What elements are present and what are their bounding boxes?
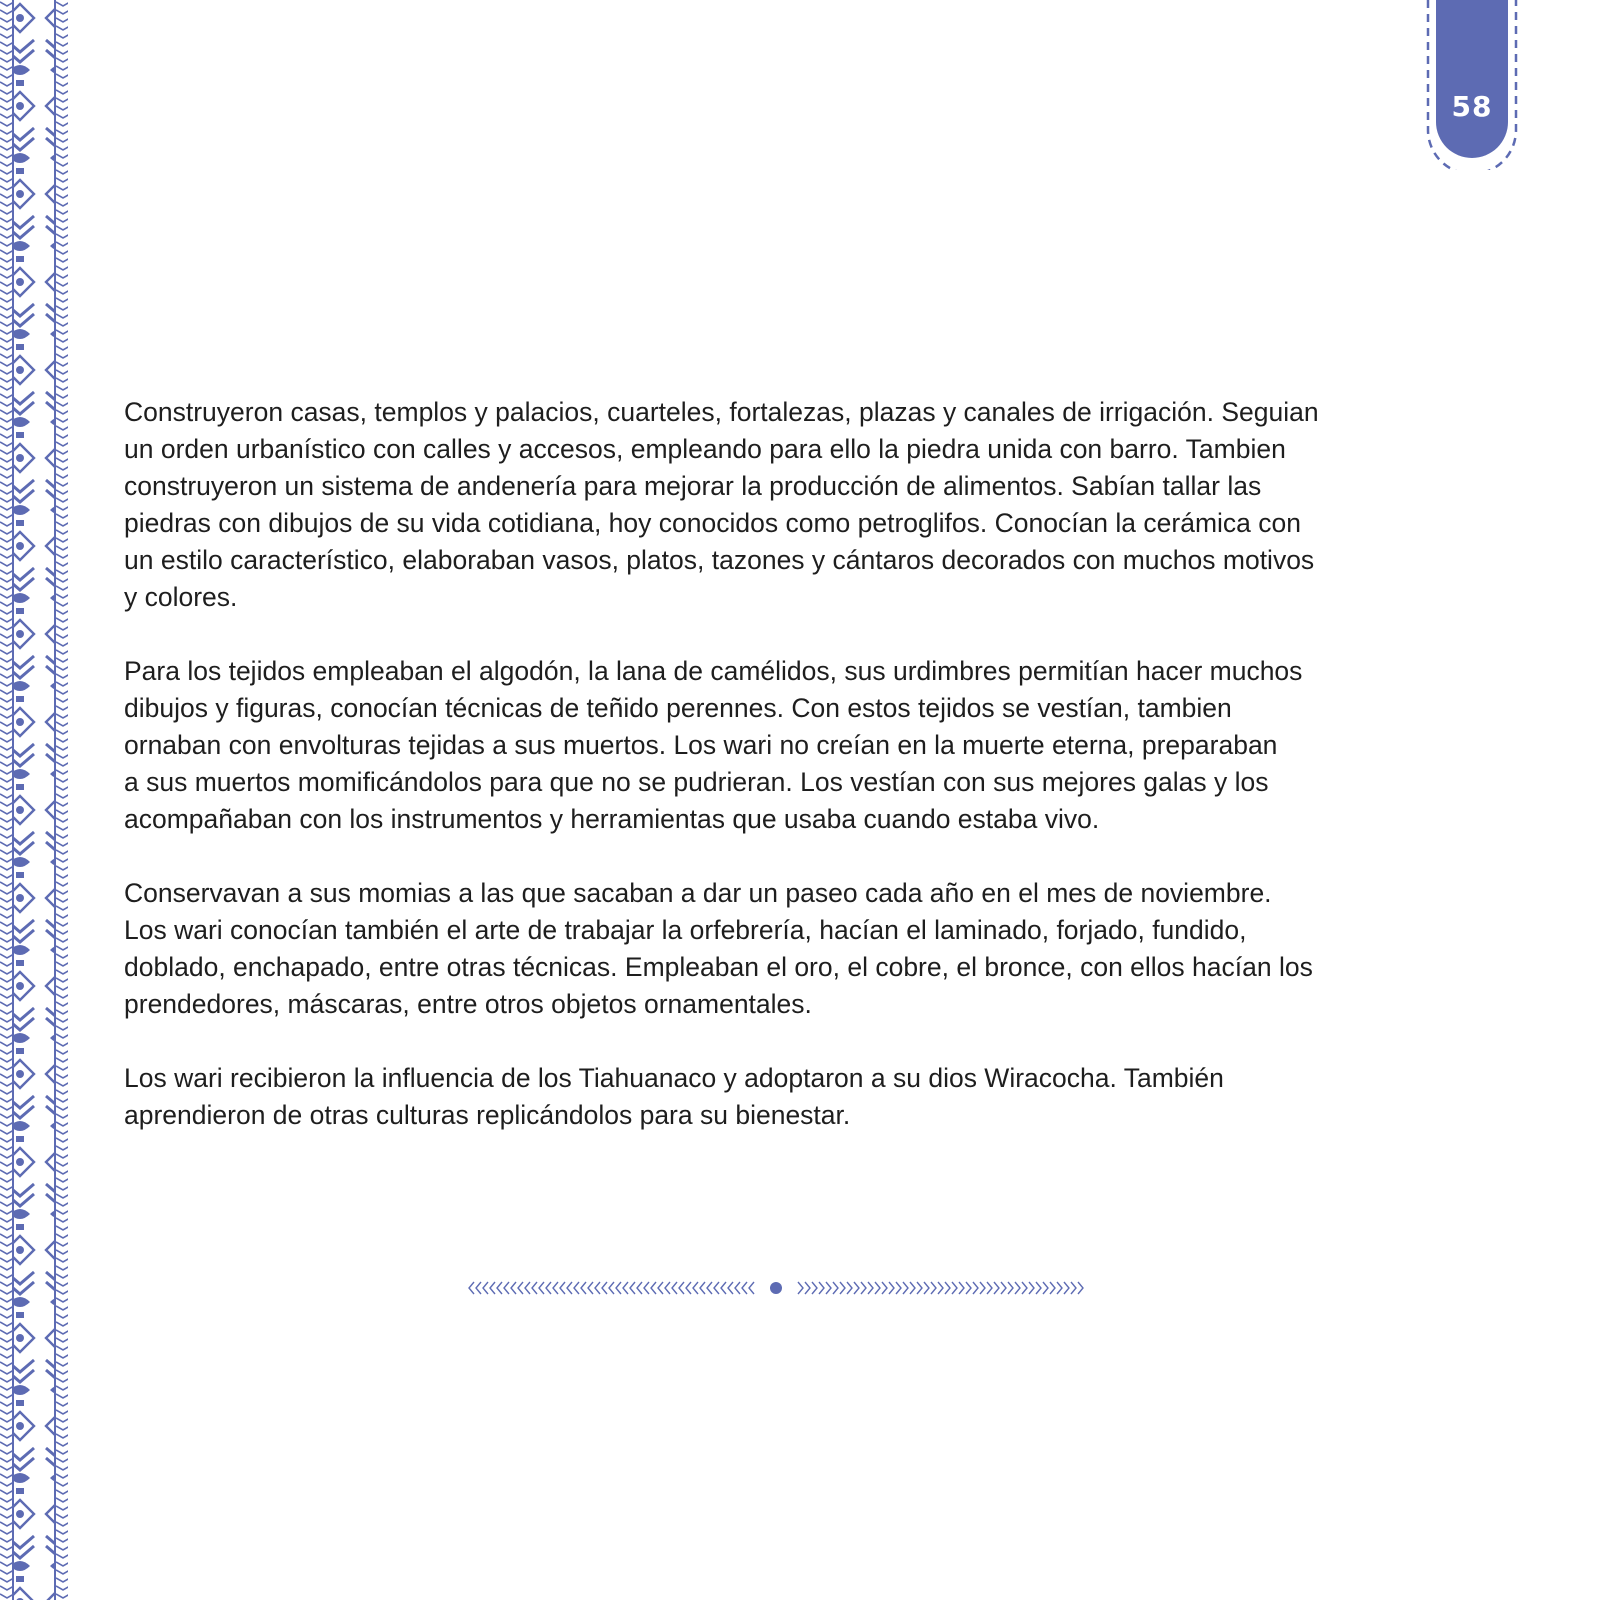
- right-chevron-row: [797, 1276, 1084, 1300]
- paragraph: Construyeron casas, templos y palacios, cuarteles, fortalezas, plazas y canales de irrigación. Seguian un orden urbanístico con calles y accesos, empleando para ello la piedra unida con barro. Tambien construyeron un sistema de andenería para mejorar la producción de alimentos. Sabían tallar las piedras con dibujos de su vida cotidiana, hoy conocidos como petroglifos. Conocían la cerámica con un estilo característico, elaboraban vasos, platos, tazones y cántaros decorados con muchos motivos y colores.: [124, 397, 1319, 612]
- paragraph: Los wari recibieron la influencia de los Tiahuanaco y adoptaron a su dios Wiracocha. También aprendieron de otras culturas replicándolos para su bienestar.: [124, 1063, 1224, 1130]
- ornamental-divider: [468, 1276, 1084, 1300]
- left-chevron-row: [468, 1276, 755, 1300]
- divider-dot: [770, 1282, 782, 1294]
- page-number-tab: [1424, 0, 1520, 170]
- decorative-border-pattern: [0, 0, 68, 1600]
- page-number: 58: [1451, 90, 1493, 123]
- paragraph: Para los tejidos empleaban el algodón, la lana de camélidos, sus urdimbres permitían hacer muchos dibujos y figuras, conocían técnicas de teñido perennes. Con estos tejidos se vestían, tambien ornaban con envolturas tejidas a sus muertos. Los wari no creían en la muerte eterna, preparaban a sus muertos momificándolos para que no se pudrieran. Los vestían con sus mejores galas y los acompañaban con los instrumentos y herramientas que usaba cuando estaba vivo.: [124, 656, 1303, 834]
- body-text: [124, 394, 1454, 1171]
- paragraph: Conservavan a sus momias a las que sacaban a dar un paseo cada año en el mes de noviembre. Los wari conocían también el arte de trabajar la orfebrería, hacían el laminado, forjado, fundido, doblado, enchapado, entre otras técnicas. Empleaban el oro, el cobre, el bronce, con ellos hacían los prendedores, máscaras, entre otros objetos ornamentales.: [124, 878, 1313, 1019]
